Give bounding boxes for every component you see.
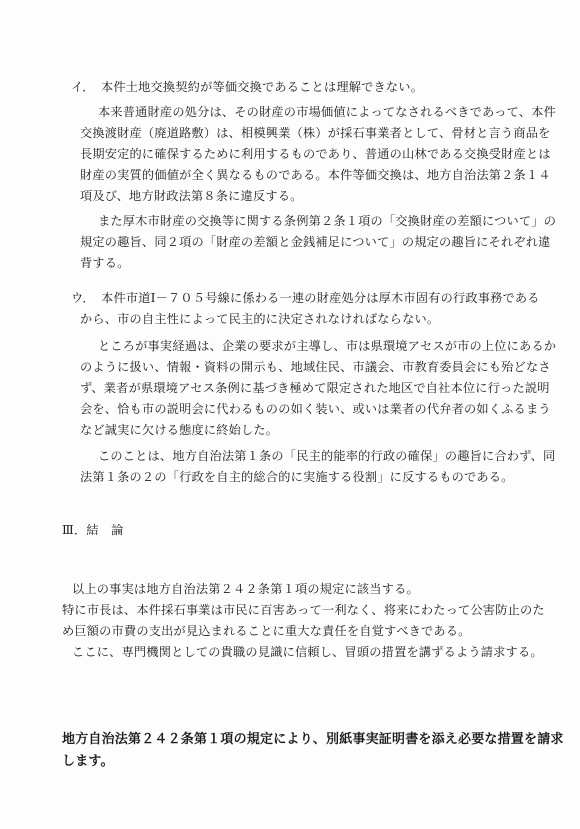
section-i-paragraph1-line5: 項及び、地方財政法第８条に違反する。: [80, 189, 303, 203]
section-i-paragraph1-line2: 交換渡財産（廃道路敷）は、相模興業（株）が採石事業者として、骨材と言う商品を: [80, 126, 551, 140]
section-u-paragraph2-line2: 法第１条の２の「行政を自主的総合的に実施する役割」に反するものである。: [80, 470, 514, 484]
request-line1: 地方自治法第２４２条第１項の規定により、別紙事実証明書を添え必要な措置を請求: [62, 732, 564, 747]
section-i-paragraph1-line4: 財産の実質的価値が全く異なるものである。本件等価交換は、地方自治法第２条１４: [80, 168, 551, 182]
section-u-heading-line2: から、市の自主性によって民主的に決定されなければならない。: [80, 312, 440, 326]
section-i-paragraph2-line1: また厚木市財産の交換等に関する条例第２条１項の「交換財産の差額について」の: [98, 214, 557, 228]
section-i-paragraph2-line3: 背する。: [80, 256, 130, 270]
section-u-paragraph1-line1: ところが事実経過は、企業の要求が主導し、市は県環境アセスが市の上位にあるか: [98, 339, 557, 353]
conclusion-line3: め巨額の市費の支出が見込まれることに重大な責任を自覚すべきである。: [62, 624, 471, 638]
section-u-heading-line1: ウ． 本件市道Ⅰ－７０５号線に係わる一連の財産処分は厚木市固有の行政事務である: [71, 291, 540, 305]
section-i-paragraph2-line2: 規定の趣旨、同２項の「財産の差額と金銭補足について」の規定の趣旨にそれぞれ違: [80, 235, 551, 249]
section-u-paragraph1-line3: ず、業者が県環境アセス条例に基づき極めて限定された地区で自社本位に行った説明: [80, 381, 550, 395]
section-i-paragraph1-line1: 本来普通財産の処分は、その財産の市場価値によってなされるべきであって、本件: [98, 105, 556, 119]
conclusion-line2: 特に市長は、本件採石事業は市民に百害あって一利なく、将来にわたって公害防止のた: [62, 603, 545, 617]
section-u-paragraph1-line5: など誠実に欠ける態度に終始した。: [80, 423, 279, 437]
section-u-paragraph1-line2: のように扱い、情報・資料の開示も、地域住民、市議会、市教育委員会にも殆どなさ: [80, 360, 551, 374]
section-i-heading: イ． 本件土地交換契約が等価交換であることは理解できない。: [71, 80, 424, 94]
conclusion-line4: ここに、専門機関としての貴職の見識に信頼し、冒頭の措置を講ずるよう請求する。: [72, 645, 543, 659]
request-line2: します。: [62, 754, 114, 769]
conclusion-heading: Ⅲ．結 論: [62, 523, 124, 537]
conclusion-line1: 以上の事実は地方自治法第２４２条第１項の規定に該当する。: [72, 582, 419, 596]
section-u-paragraph2-line1: このことは、地方自治法第１条の「民主的能率的行政の確保」の趣旨に合わず、同: [98, 449, 556, 463]
section-i-paragraph1-line3: 長期安定的に確保するために利用するものであり、普通の山林である交換受財産とは: [80, 147, 551, 161]
section-u-paragraph1-line4: 会を、恰も市の説明会に代わるものの如く装い、或いは業者の代弁者の如くふるまう: [80, 402, 551, 416]
